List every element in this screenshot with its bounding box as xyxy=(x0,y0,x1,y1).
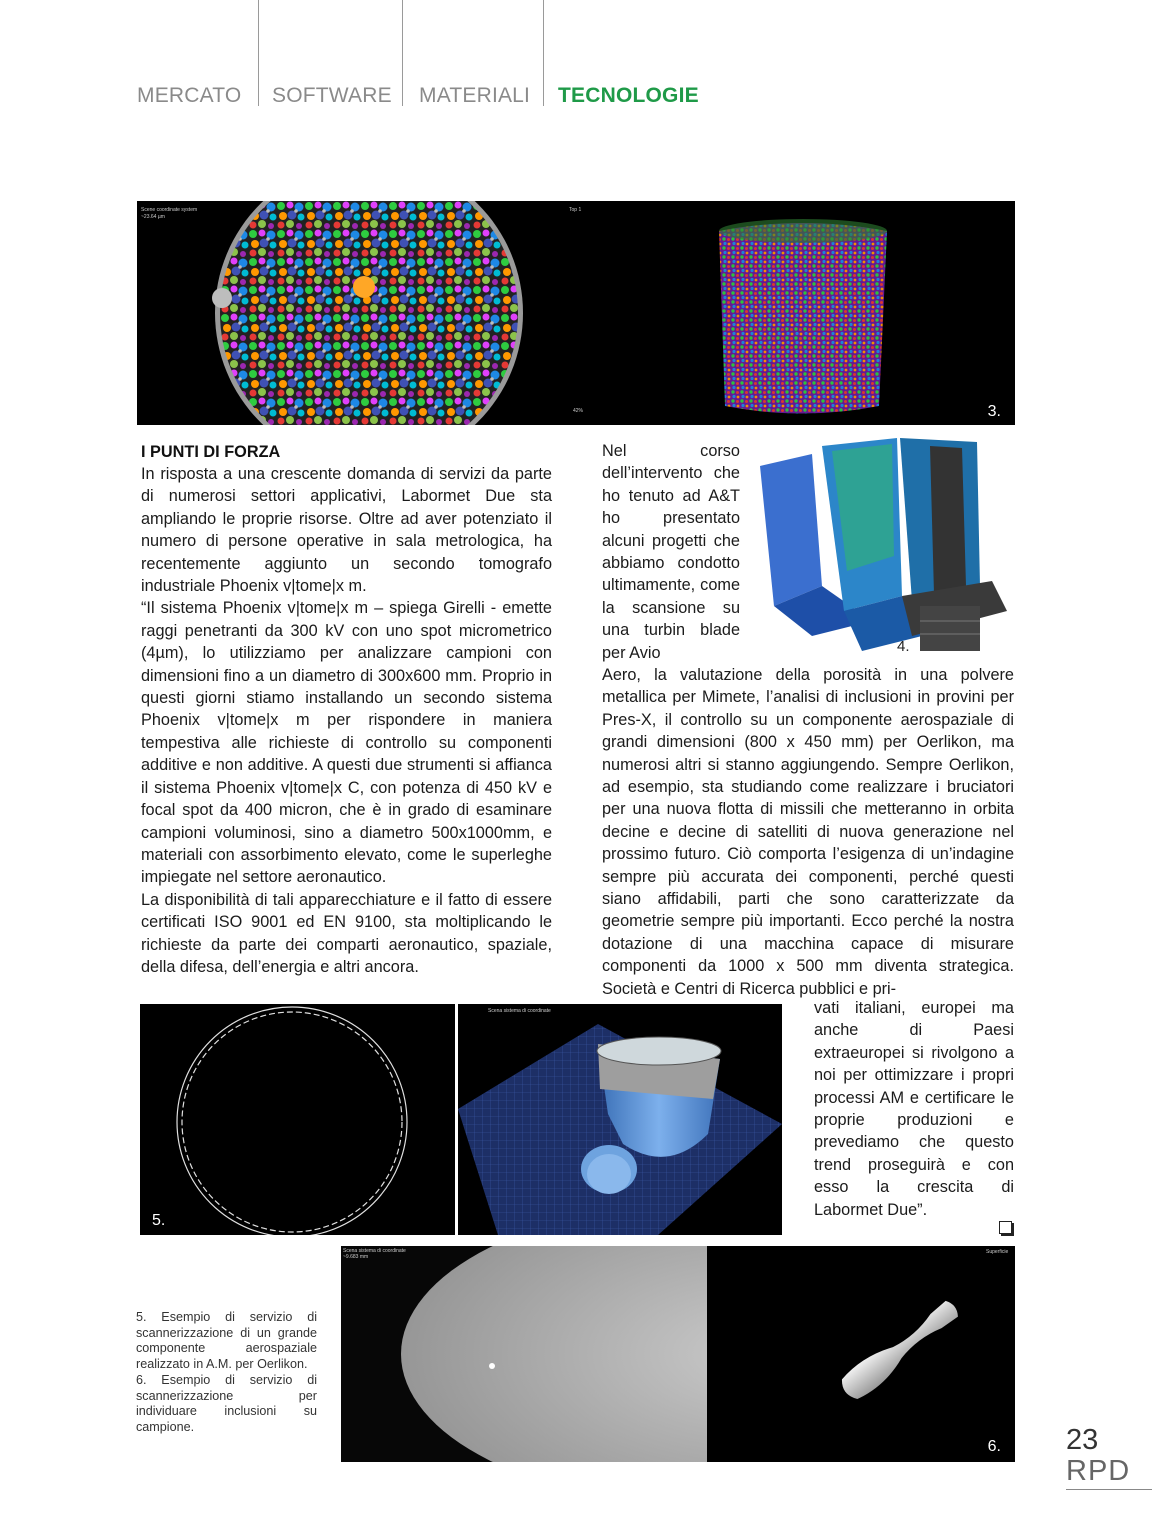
caption-5: 5. Esempio di servizio di scannerizzazione di un grande componente aerospaziale realizzato in A.M. per Oerlikon. xyxy=(136,1310,317,1372)
figure-6-right-label: Superficie xyxy=(986,1249,1009,1255)
figure-6-left-value: ~9.683 mm xyxy=(343,1254,369,1260)
figure-3-image xyxy=(137,201,1015,425)
end-of-article-mark xyxy=(999,1221,1012,1234)
figure-5-number: 5. xyxy=(152,1212,166,1229)
figure-3-number: 3. xyxy=(987,403,1001,420)
paragraph: In risposta a una crescente domanda di servizi da parte di numerosi settori applicativi, Labormet Due sta ampliando le proprie risorse. Oltre ad aver potenziato il numero di persone operative in sala metrologica, ha recentemente aggiunto un secondo tomografo industriale Phoenix v|tome|x m. xyxy=(141,465,552,596)
figure-5-right xyxy=(458,1004,782,1235)
figure-4-image xyxy=(752,436,1015,658)
page-number: 23 xyxy=(1066,1424,1099,1456)
article-column-2-narrow: Nel corso dell’intervento che ho tenuto ad A&T ho presentato alcuni progetti che abbiamo condotto ultimamente, come la scansione su una turbin blade per Avio xyxy=(602,442,740,662)
paragraph: “Il sistema Phoenix v|tome|x m – spiega Girelli - emette raggi penetranti da 300 kV con uno spot micrometrico (4µm), lo utilizziamo per analizzare campioni con dimensioni fino a un diametro di 300x600 mm. Proprio in questi giorni stiamo installando un secondo sistema Phoenix v|tome|x m per rispondere in maniera tempestiva alle richieste di controllo su componenti additive e non additive. A questi due strumenti si affianca il sistema Phoenix v|tome|x C, con potenza di 450 kV e focal spot da 400 micron, che è in grado di esaminare campioni voluminosi, sino a diametro 500x1000mm, e materiali con assorbimento elevato, come le superleghe impiegate nel settore aeronautico. xyxy=(141,599,552,887)
figure-3-left-label: Scene coordinate system xyxy=(141,207,198,213)
figure-5-left-image xyxy=(140,1004,455,1235)
header-divider xyxy=(258,0,259,106)
figure-6-image xyxy=(341,1246,1015,1462)
figure-6-left-label: Scena sistema di coordinate xyxy=(343,1248,406,1254)
figure-4 xyxy=(752,436,1015,658)
figure-6 xyxy=(341,1246,1015,1462)
article-column-1 xyxy=(141,463,552,978)
header-divider xyxy=(543,0,544,106)
figure-3 xyxy=(137,201,1015,425)
figure-5-right-image xyxy=(458,1004,782,1235)
article-column-2-tail: vati italiani, europei ma anche di Paesi extraeuropei si rivolgono a noi per ottimizzare i propri processi AM e certificare le proprie produzioni e prevediamo che questo trend proseguirà e con esso la crescita di Labormet Due”. xyxy=(814,999,1014,1219)
figure-3-zoom: 42% xyxy=(573,408,584,414)
section-heading: I PUNTI DI FORZA xyxy=(141,443,281,461)
figure-3-right-label: Top 1 xyxy=(569,207,582,213)
nav-tecnologie[interactable]: TECNOLOGIE xyxy=(558,84,699,107)
magazine-name: RPD xyxy=(1066,1455,1131,1487)
nav-materiali[interactable]: MATERIALI xyxy=(419,84,531,107)
figure-3-left-value: ~23.64 µm xyxy=(141,214,165,220)
figure-captions xyxy=(136,1310,317,1436)
nav-software[interactable]: SOFTWARE xyxy=(272,84,392,107)
article-column-2-full: Aero, la valutazione della porosità in una polvere metallica per Mimete, l’analisi di inclusioni in provini per Pres-X, il controllo su un componente aerospaziale di grandi dimensioni (800 x 450 mm) per Oerlikon, ma numerosi altri si stanno aggiungendo. Sempre Oerlikon, ad esempio, sta studiando come realizzare i bruciatori per una nuova flotta di missili che metteranno in orbita decine e decine di satelliti di nuova generazione nel prossimo futuro. Ciò comporta l’esigenza di un’indagine sempre più accurata dei componenti, perché questi siano affidabili, parti che sono caratterizzate da geometrie sempre più importanti. Ecco perché la nostra dotazione di una macchina capace di misurare componenti da 1000 x 500 mm diventa strategica. Società e Centri di Ricerca pubblici e pri- xyxy=(602,666,1014,998)
figure-5-right-label: Scena sistema di coordinate xyxy=(488,1008,551,1014)
figure-6-number: 6. xyxy=(987,1438,1001,1455)
figure-4-number: 4. xyxy=(897,638,910,655)
paragraph: La disponibilità di tali apparecchiature e il fatto di essere certificati ISO 9001 ed EN 9100, sta moltiplicando le richieste da parte dei comparti aeronautico, spaziale, della difesa, dell’energia e altri ancora. xyxy=(141,890,552,976)
footer-rule xyxy=(1066,1489,1152,1490)
figure-5-left xyxy=(140,1004,455,1235)
caption-6: 6. Esempio di servizio di scannerizzazione per individuare inclusioni su campione. xyxy=(136,1372,317,1434)
nav-mercato[interactable]: MERCATO xyxy=(137,84,242,107)
header-divider xyxy=(402,0,403,106)
